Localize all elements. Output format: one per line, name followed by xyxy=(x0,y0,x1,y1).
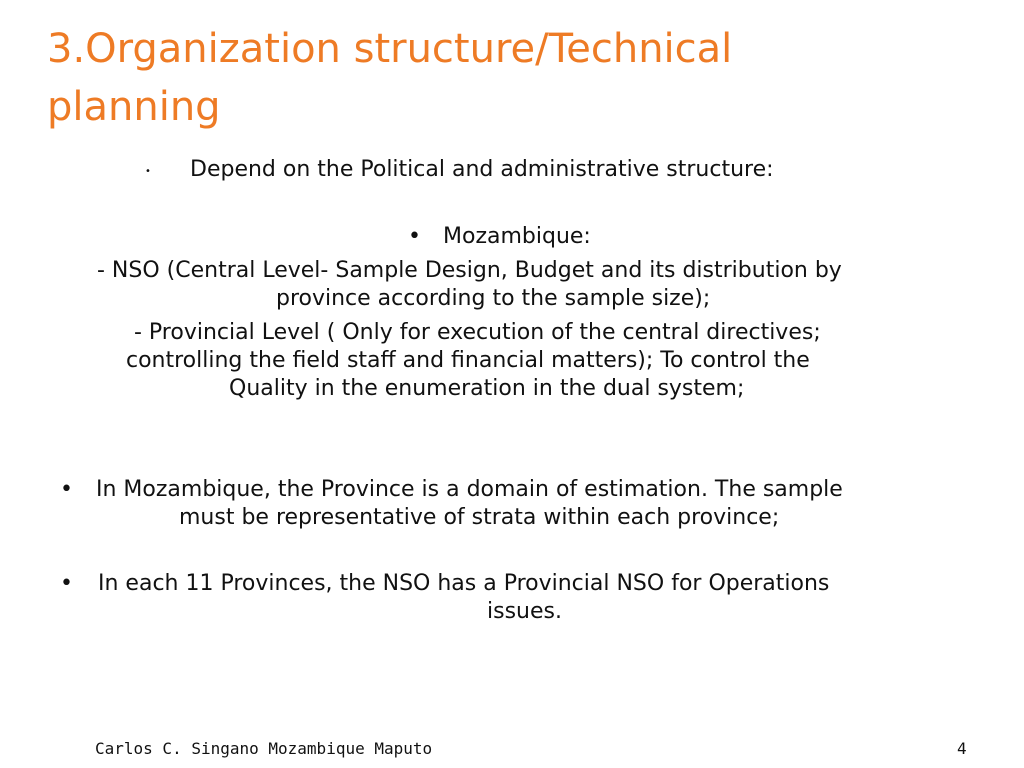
bullet-marker: • xyxy=(60,477,73,502)
bullet-marker-small: • xyxy=(145,166,151,177)
bullet-mozambique-text: Mozambique: xyxy=(443,224,591,249)
slide-title-line-2: planning xyxy=(47,84,221,130)
provincial-line-1: - Provincial Level ( Only for execution of the central directives; xyxy=(134,320,821,345)
footer-author: Carlos C. Singano Mozambique Maputo xyxy=(95,739,433,758)
bullet-depend-text: Depend on the Political and administrative structure: xyxy=(190,157,774,182)
slide-title-line-1: 3.Organization structure/Technical xyxy=(47,26,733,72)
provincial-line-3: Quality in the enumeration in the dual system; xyxy=(229,376,745,401)
nso-line-2: province according to the sample size); xyxy=(276,286,711,311)
bullet-provinces-line-1: In each 11 Provinces, the NSO has a Provincial NSO for Operations xyxy=(98,571,830,596)
bullet-marker: • xyxy=(408,224,421,249)
provincial-line-2: controlling the field staff and financial matters); To control the xyxy=(126,348,810,373)
bullet-domain-line-2: must be representative of strata within each province; xyxy=(179,505,780,530)
footer-page-number: 4 xyxy=(957,739,967,758)
bullet-domain-line-1: In Mozambique, the Province is a domain of estimation. The sample xyxy=(96,477,843,502)
bullet-provinces-line-2: issues. xyxy=(487,599,562,624)
nso-line-1: - NSO (Central Level- Sample Design, Budget and its distribution by xyxy=(97,258,842,283)
bullet-marker: • xyxy=(60,571,73,596)
